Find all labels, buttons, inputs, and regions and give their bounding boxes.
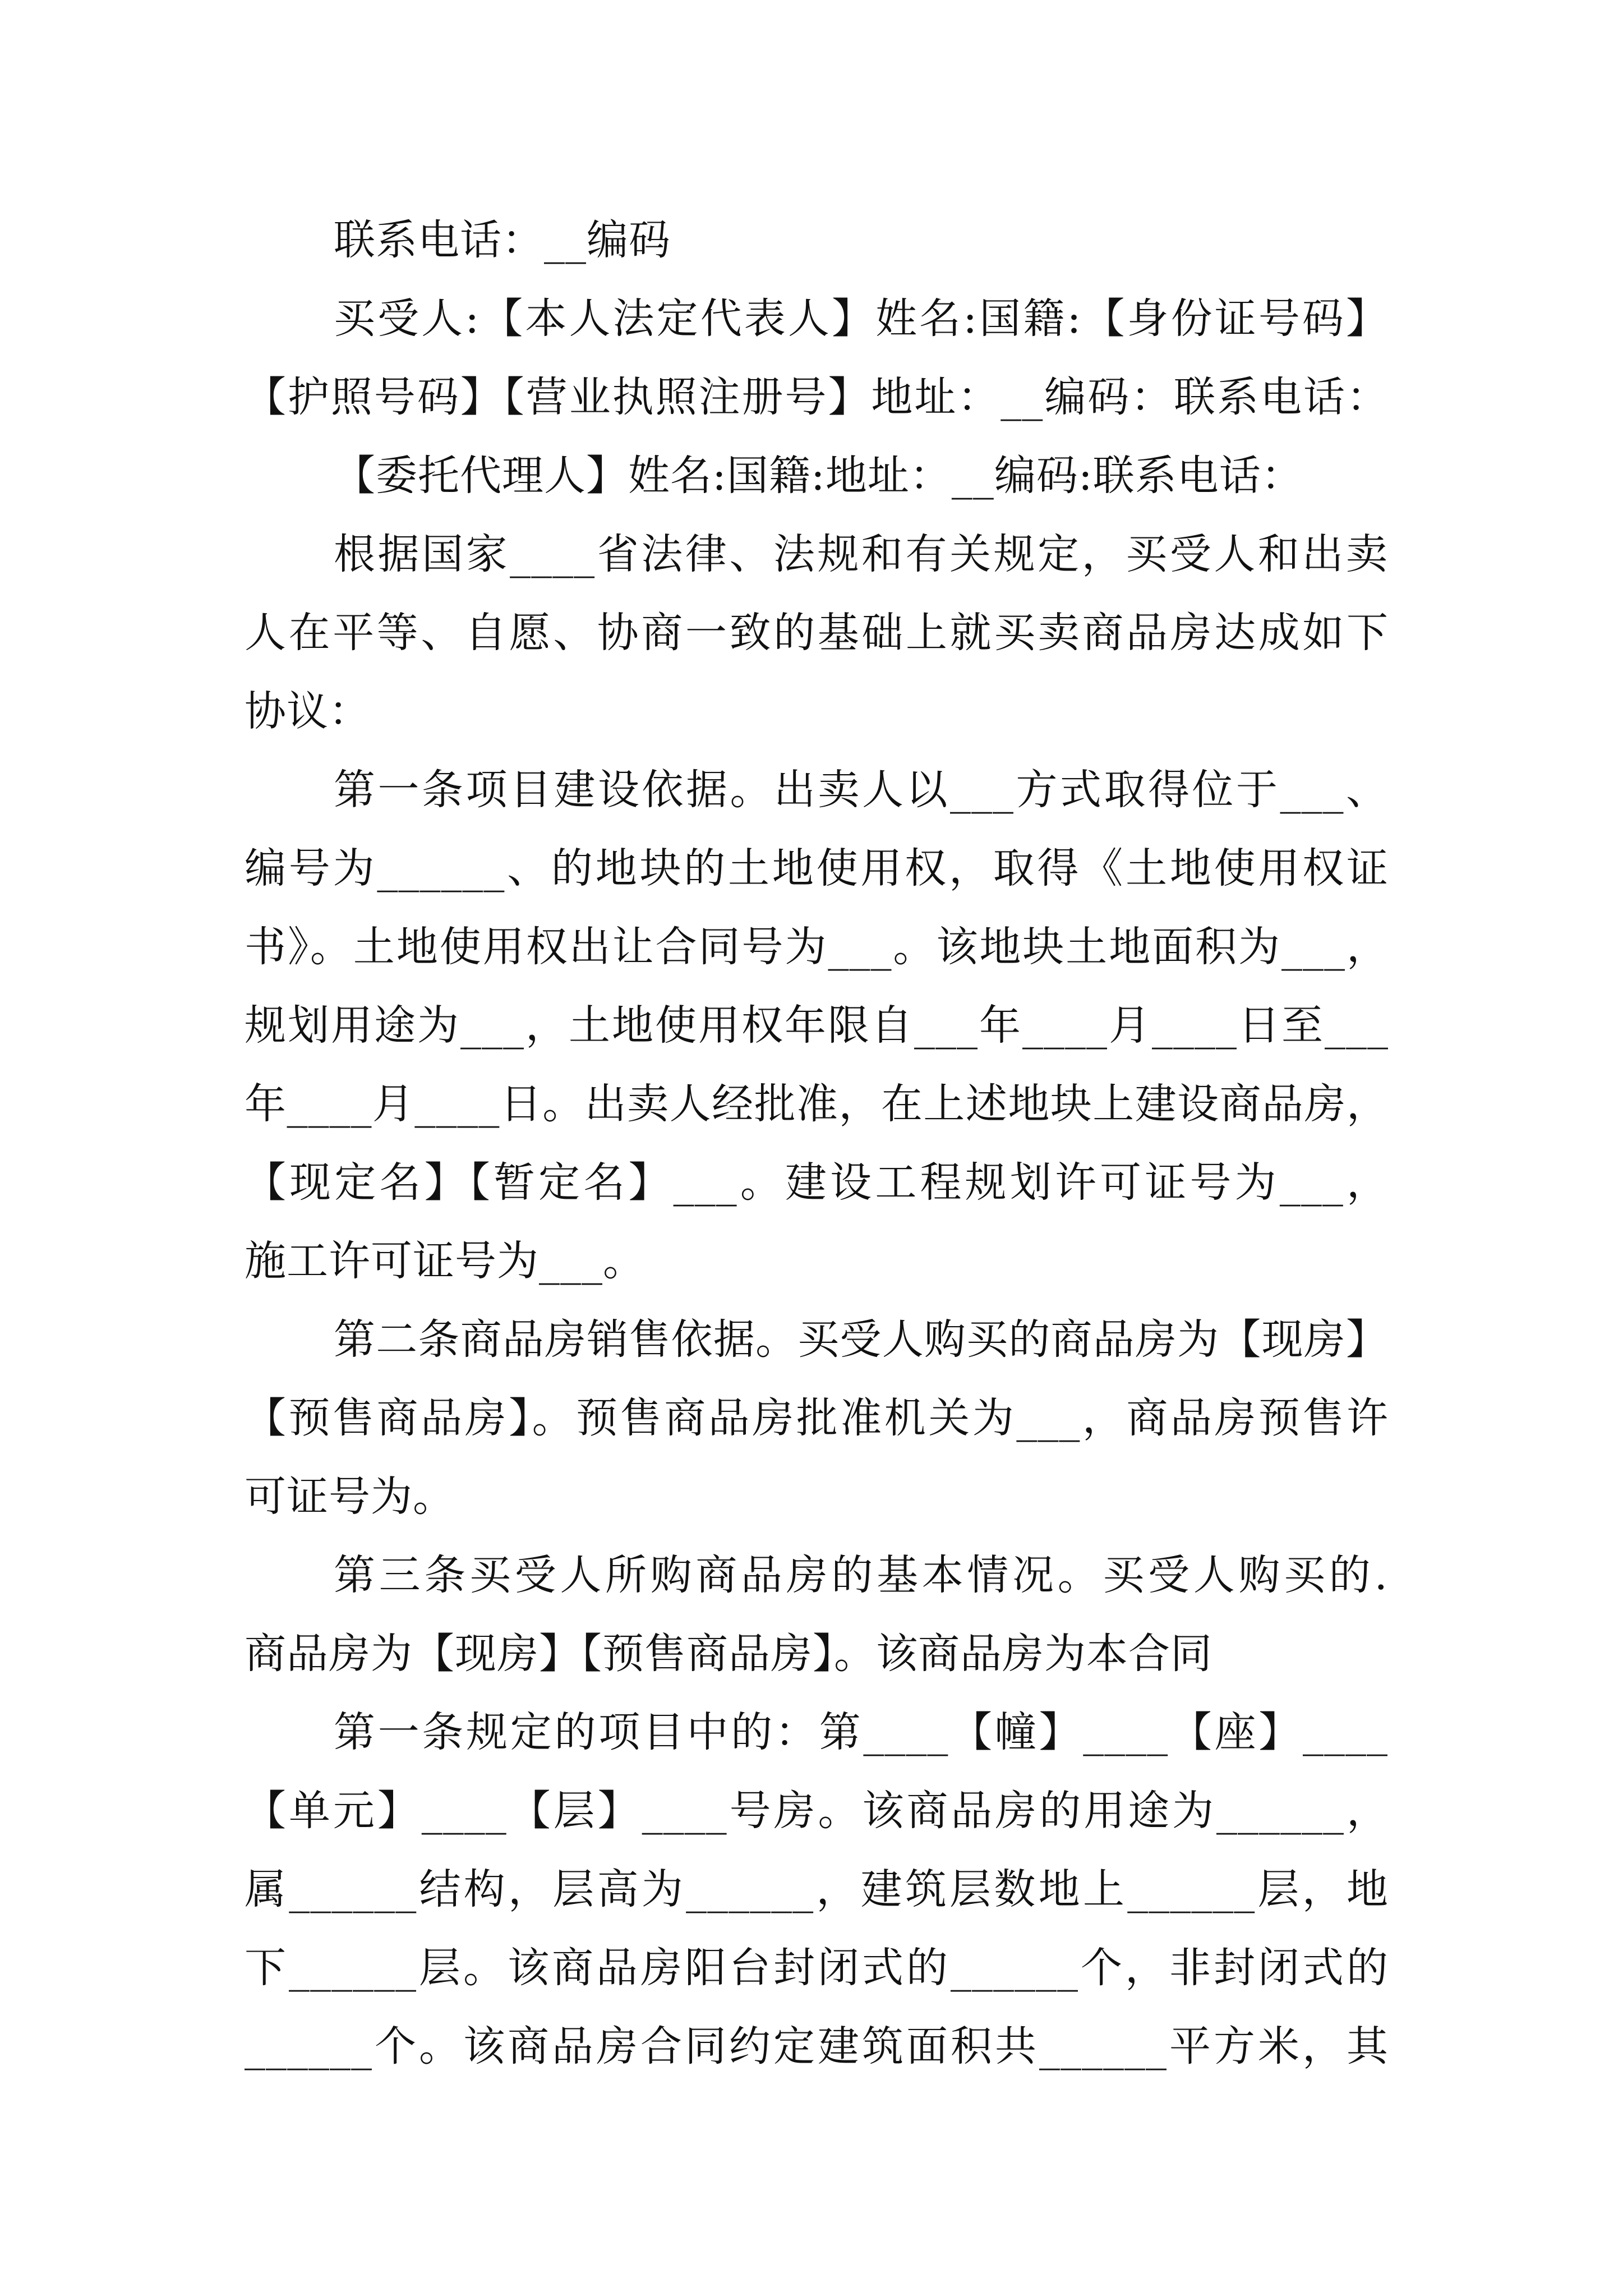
article-1-line: 年____月____日。出卖人经批准，在上述地块上建设商品房， bbox=[245, 1080, 1389, 1128]
preamble-line: 根据国家____省法律、法规和有关规定，买受人和出卖 bbox=[334, 530, 1388, 578]
article-2-line: 第二条商品房销售依据。买受人购买的商品房为【现房】 bbox=[334, 1315, 1388, 1364]
article-3-line: 下______层。该商品房阳台封闭式的______个，非封闭式的 bbox=[245, 1944, 1389, 1992]
agent-info-line: 【委托代理人】姓名:国籍:地址：__编码:联系电话： bbox=[334, 452, 1303, 500]
article-1-line: 第一条项目建设依据。出卖人以___方式取得位于___、 bbox=[334, 766, 1388, 814]
article-1-line: 编号为______、的地块的土地使用权，取得《土地使用权证 bbox=[245, 844, 1389, 892]
preamble-line: 协议： bbox=[245, 687, 371, 735]
contact-phone-line: 联系电话：__编码 bbox=[334, 216, 671, 264]
article-2-line: 【预售商品房】。预售商品房批准机关为___，商品房预售许 bbox=[245, 1394, 1389, 1442]
preamble-line: 人在平等、自愿、协商一致的基础上就买卖商品房达成如下 bbox=[245, 609, 1389, 657]
article-1-line: 施工许可证号为___。 bbox=[245, 1237, 645, 1285]
article-1-line: 【现定名】【暂定名】___。建设工程规划许可证号为___， bbox=[245, 1158, 1389, 1207]
article-3-line: 属______结构，层高为______，建筑层数地上______层，地 bbox=[245, 1865, 1389, 1913]
buyer-info-line: 买受人:【本人法定代表人】姓名:国籍:【身份证号码】 bbox=[334, 295, 1388, 343]
article-1-line: 书》。土地使用权出让合同号为___。该地块土地面积为___， bbox=[245, 923, 1389, 971]
article-3-line: 商品房为【现房】【预售商品房】。该商品房为本合同 bbox=[245, 1630, 1212, 1678]
article-3-line: 第三条买受人所购商品房的基本情况。买受人购买的. bbox=[334, 1551, 1388, 1599]
article-3-line: 【单元】____【层】____号房。该商品房的用途为______， bbox=[245, 1787, 1389, 1835]
article-3-line: ______个。该商品房合同约定建筑面积共______平方米，其 bbox=[245, 2022, 1389, 2070]
buyer-id-line: 【护照号码】【营业执照注册号】地址：__编码：联系电话： bbox=[245, 373, 1389, 421]
article-3-line: 第一条规定的项目中的：第____【幢】____【座】____ bbox=[334, 1708, 1388, 1756]
article-2-line: 可证号为。 bbox=[245, 1473, 455, 1521]
article-1-line: 规划用途为___，土地使用权年限自___年____月____日至___ bbox=[245, 1001, 1389, 1050]
